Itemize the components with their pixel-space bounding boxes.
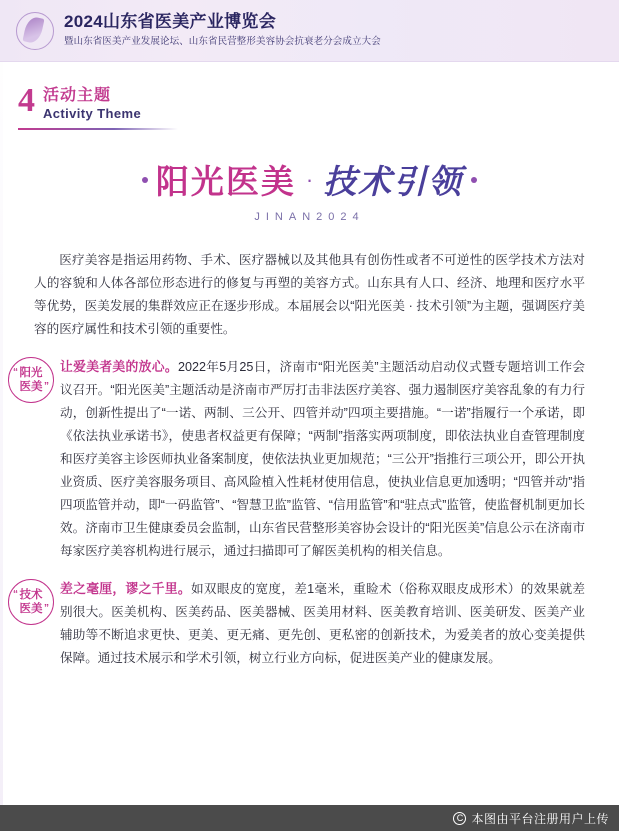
banner-text-a: 阳光医美 [155, 162, 296, 201]
section-title-cn: 活动主题 [43, 87, 112, 104]
footer-text: 本图由平台注册用户上传 [471, 811, 609, 826]
block-body-text: 如双眼皮的宽度，差1毫米，重睑术（俗称双眼皮成形术）的效果就差别很大。医美机构、医美药品、医美器械、医美用材料、医美教育培训、医美研发、医美产业辅助等不断追求更快、更美、更无痛、更先创、更私密的创新技术，为爱美者的放心变美提供保障。通过技术展示和学术引领，树立行业方向标，促进医美产业的健康发展。 [60, 582, 586, 665]
badge-line-2: 医美 [19, 603, 43, 615]
page-header [0, 0, 619, 62]
header-text-group [64, 12, 381, 50]
page-footer [0, 805, 619, 831]
badge-line-2: 医美 [19, 381, 43, 393]
header-subtitle: 暨山东省医美产业发展论坛、山东省民营整形美容协会抗衰老分会成立大会 [64, 35, 381, 47]
section-title-group [43, 86, 141, 122]
badge-technology-medical-beauty [8, 579, 54, 625]
article-content [0, 223, 619, 670]
banner-separator: · [305, 166, 314, 192]
badge-sunshine-medical-beauty [8, 357, 54, 403]
page-edge [0, 0, 3, 831]
badge-quote-left: “ [13, 589, 18, 600]
block-body-text: 2022年5月25日，济南市“阳光医美”主题活动启动仪式暨专题培训工作会议召开。“阳光医美”主题活动是济南市严厉打击非法医疗美容、强力遏制医疗美容乱象的有力行动，创新性提出了“一诺、两制、三公开、四管并动”四项主要措施。“一诺”指履行一个承诺，即《依法执业承诺书》，使患者权益更有保障；“两制”指落实两项制度，即依法执业自查管理制度和医疗美容主诊医师执业备案制度，使依法执业更加规范；“三公开”指推行三项公开，即公开执业资质、医疗美容服务项目、高风险植入性耗材使用信息，使执业信息更加透明；“四管并动”指四项监管并动，即“一码监管”、“智慧卫监”监管、“信用监管”和“驻点式”监管，使监督机制更加长效。济南市卫生健康委员会监制，山东省民营整形美容协会设计的“阳光医美”信息公示在济南市每家医疗美容机构进行展示，通过扫描即可了解医美机构的相关信息。 [60, 360, 586, 558]
theme-banner [0, 156, 619, 223]
banner-left-dot-icon [142, 177, 148, 183]
badge-quote-right: ” [44, 603, 49, 614]
expo-logo-icon [14, 10, 56, 52]
badge-quote-right: ” [44, 381, 49, 392]
header-title: 2024山东省医美产业博览会 [64, 11, 277, 31]
section-title-en: Activity Theme [43, 106, 142, 121]
banner-text-b: 技术引领 [323, 162, 464, 201]
intro-paragraph: 医疗美容是指运用药物、手术、医疗器械以及其他具有创伤性或者不可逆性的医学技术方法对人的容貌和人体各部位形态进行的修复与再塑的美容方式。山东具有人口、经济、地理和医疗水平等优势，医美发展的集群效应正在逐步形成。本届展会以“阳光医美 · 技术引领”为主题，强调医疗美容的医疗属性和技术引领的重要性。 [34, 253, 585, 336]
section-divider [18, 128, 178, 130]
section-number: 4 [18, 82, 35, 119]
badge-line-1: 阳光 [19, 367, 43, 379]
badge-line-1: 技术 [19, 589, 43, 601]
badge-quote-left: “ [13, 367, 18, 378]
banner-right-dot-icon [471, 177, 477, 183]
block-lead-text: 让爱美者美的放心。 [60, 359, 178, 374]
highlight-block-technology [13, 577, 586, 670]
banner-subtitle: JINAN2024 [254, 211, 365, 223]
block-lead-text: 差之毫厘，谬之千里。 [60, 581, 192, 596]
block-paragraph [60, 355, 585, 563]
section-heading [0, 62, 619, 122]
block-paragraph [60, 577, 585, 670]
highlight-block-sunshine [13, 355, 586, 563]
copyright-icon: C [453, 812, 466, 825]
